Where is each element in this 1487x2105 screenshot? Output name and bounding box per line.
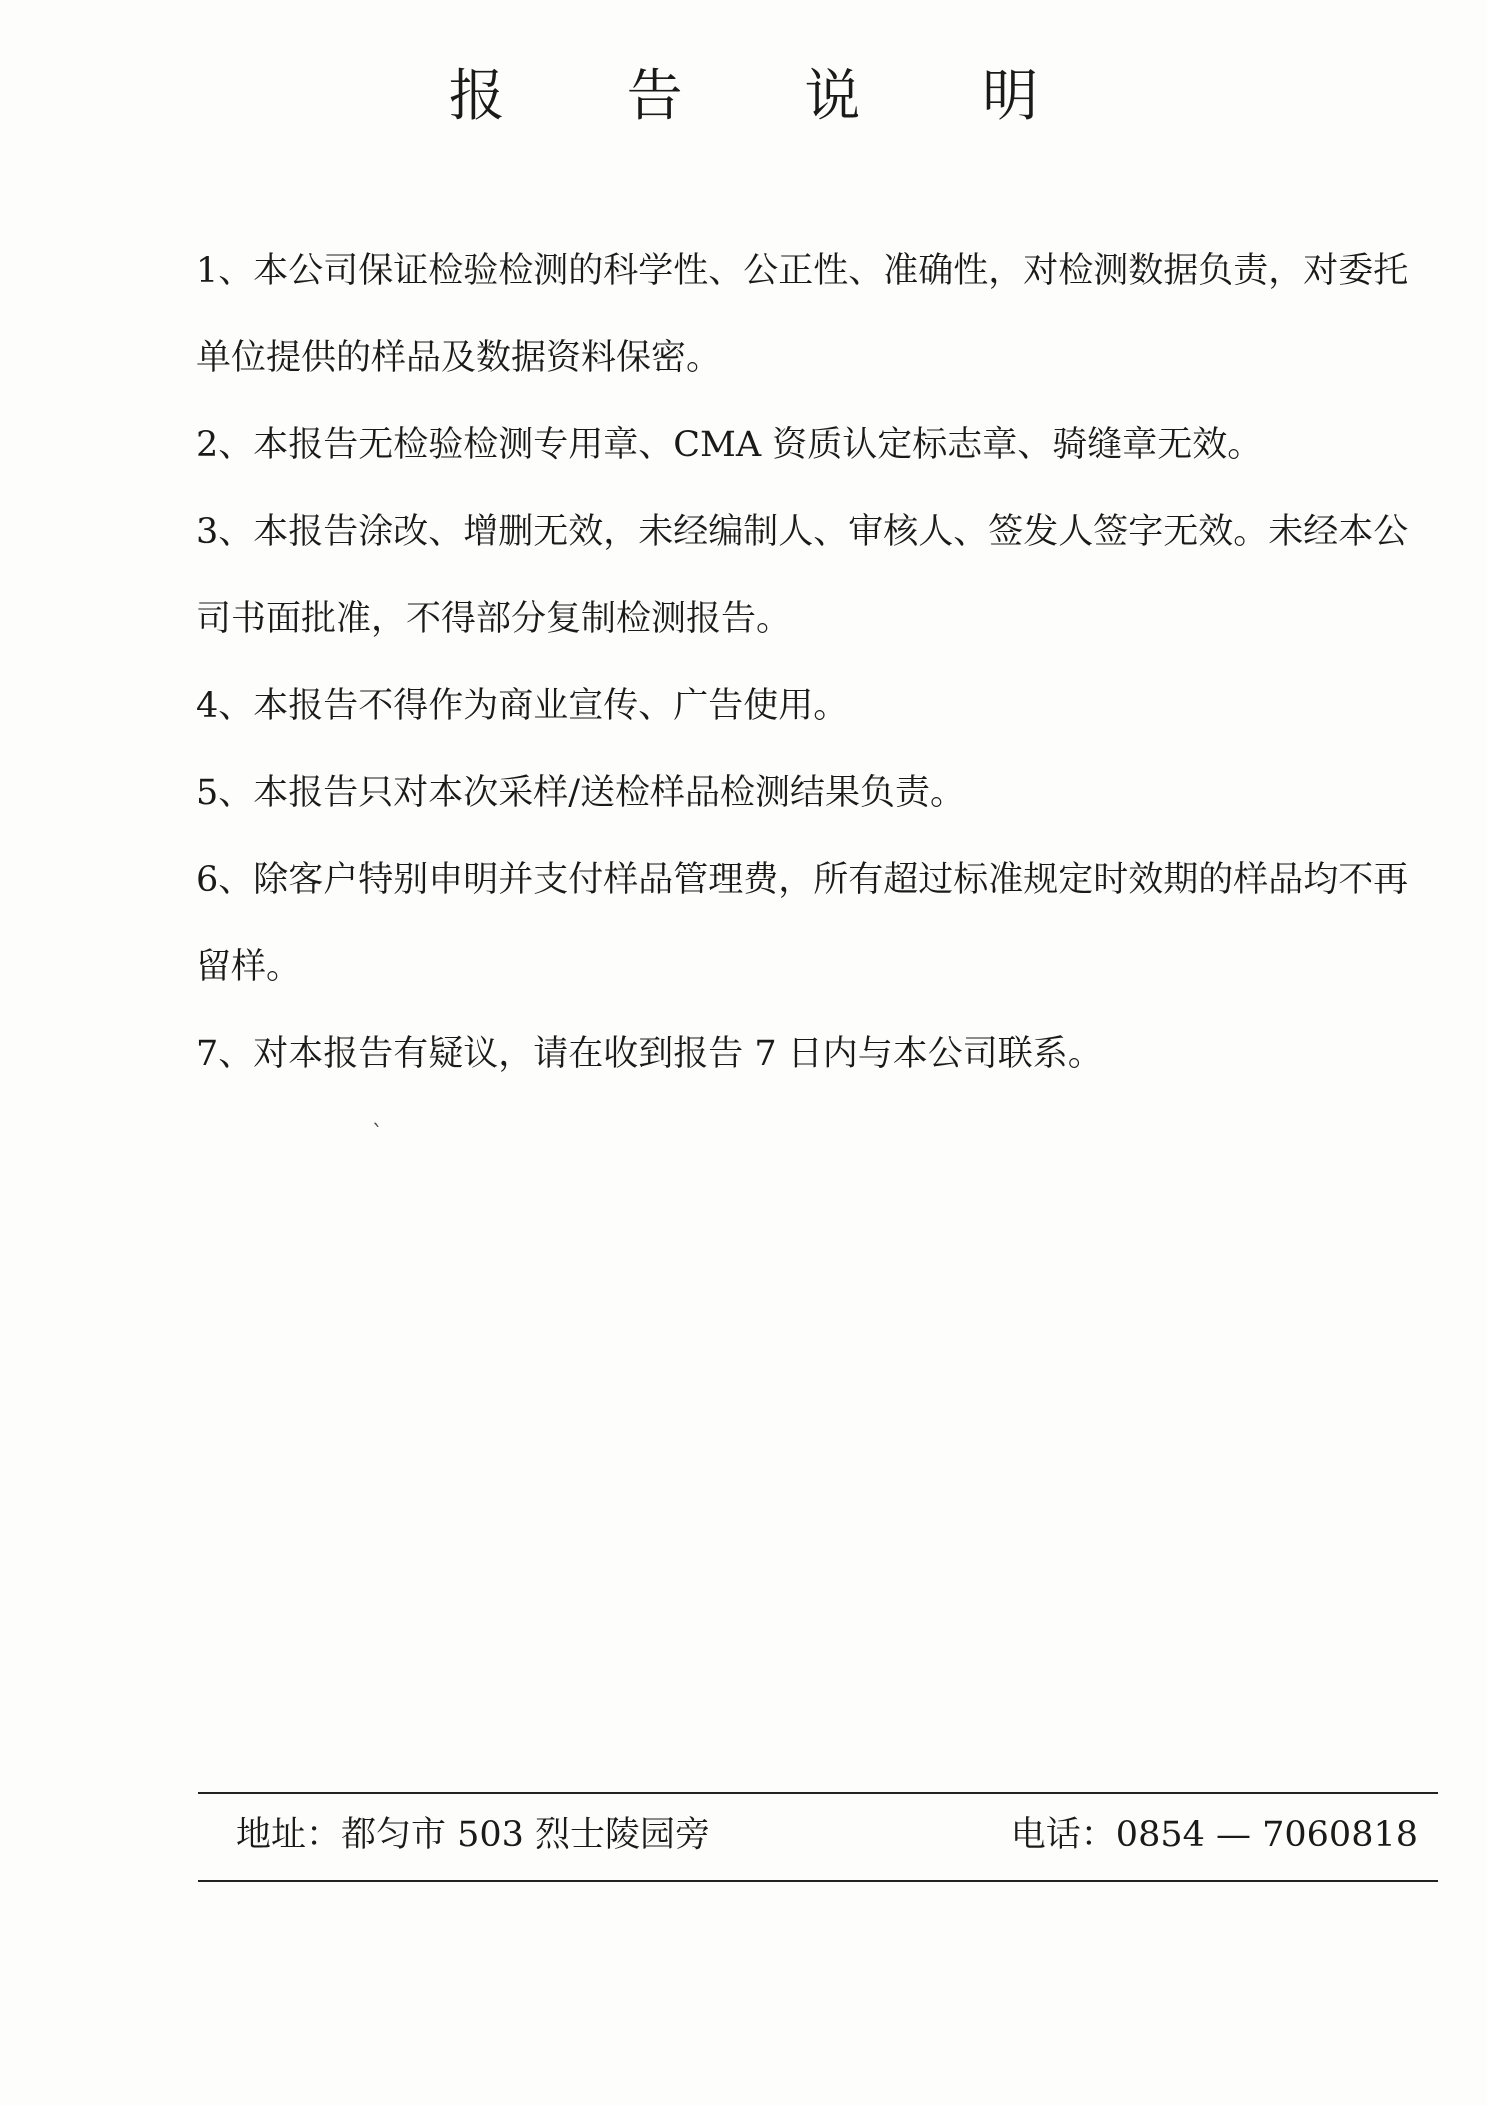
clause-list: [196, 228, 1418, 1098]
footer: [236, 1810, 1418, 1860]
clause-item: 4、本报告不得作为商业宣传、广告使用。: [196, 686, 849, 726]
clause-item: 1、本公司保证检验检测的科学性、公正性、准确性，对检测数据负责，对委托单位提供的样品及数据资料保密。: [196, 251, 1409, 378]
clause-item: 2、本报告无检验检测专用章、CMA 资质认定标志章、骑缝章无效。: [196, 425, 1263, 465]
footer-rule-top: [198, 1792, 1438, 1794]
footer-phone: 电话：0854 — 7060818: [1010, 1815, 1418, 1855]
footer-rule-bottom: [198, 1880, 1438, 1882]
footer-address: 地址：都匀市 503 烈士陵园旁: [236, 1815, 711, 1855]
clause-item: 6、除客户特别申明并支付样品管理费，所有超过标准规定时效期的样品均不再留样。: [196, 860, 1409, 987]
page-title: 报 告 说 明: [448, 64, 1091, 129]
clause-item: 3、本报告涂改、增删无效，未经编制人、审核人、签发人签字无效。未经本公司书面批准，不得部分复制检测报告。: [196, 512, 1409, 639]
clause-item: 5、本报告只对本次采样/送检样品检测结果负责。: [196, 773, 966, 813]
stray-mark: `: [372, 1122, 383, 1147]
clause-item: 7、对本报告有疑议，请在收到报告 7 日内与本公司联系。: [196, 1034, 1103, 1074]
